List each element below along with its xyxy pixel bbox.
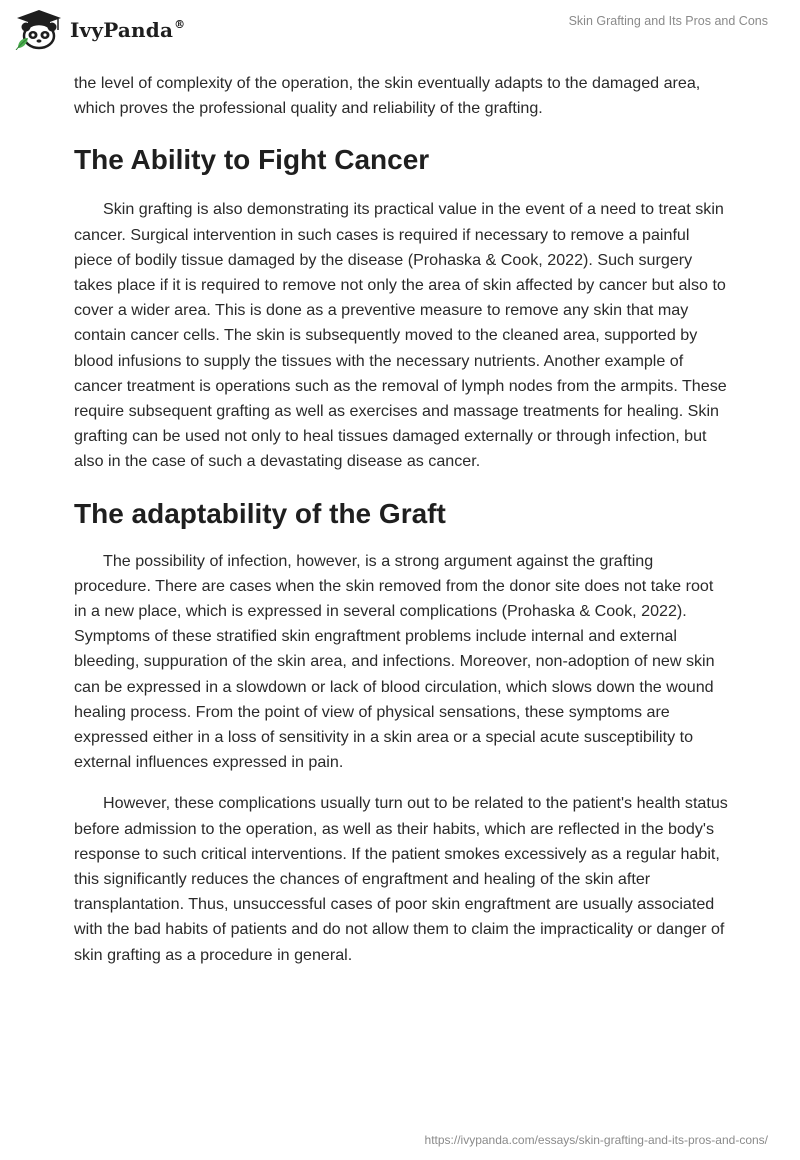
paragraph-adaptability-1: The possibility of infection, however, is a strong argument against the grafting procedure. There are cases when the skin removed from the donor site does not take root in a new place, which is expressed in several complications (Prohaska & Cook, 2022). Symptoms of these stratified skin engraftment problems include internal and external bleeding, suppuration of the skin area, and infections. Moreover, non-adoption of new skin can be expressed in a slowdown or lack of blood circulation, which slows down the wound healing process. From the point of view of physical sensations, these symptoms are expressed either in a loss of sensitivity in a skin area or a special acute susceptibility to external influences expressed in pain. bbox=[74, 551, 715, 772]
section-heading-cancer: The Ability to Fight Cancer bbox=[74, 144, 430, 176]
intro-paragraph: the level of complexity of the operation, the skin eventually adapts to the damaged area, which proves the professional quality and reliability of the grafting. bbox=[74, 74, 701, 118]
logo-text: IvyPanda® bbox=[70, 18, 186, 42]
paragraph-cancer: Skin grafting is also demonstrating its practical value in the event of a need to treat skin cancer. Surgical intervention in such cases is required if necessary to remove a painful piece of bodily tissue damaged by the disease (Prohaska & Cook, 2022). Such surgery takes place if it is required to remove not only the area of skin affected by cancer but also to cover a wider area. This is done as a preventive measure to remove any skin that may contain cancer cells. The skin is subsequently moved to the cleaned area, supported by blood infusions to supply the tissues with the necessary nutrients. Another example of cancer treatment is operations such as the removal of lymph nodes from the armpits. These require subsequent grafting as well as exercises and massage treatments for healing. Skin grafting can be used not only to heal tissues damaged externally or through infection, but also in the case of such a devastating disease as cancer. bbox=[74, 200, 727, 471]
section-heading-adaptability: The adaptability of the Graft bbox=[74, 497, 446, 529]
page-header bbox=[0, 0, 800, 70]
registered-mark: ® bbox=[174, 18, 186, 31]
ivypanda-logo[interactable] bbox=[14, 8, 185, 50]
panda-graduate-icon bbox=[14, 8, 64, 50]
essay-content bbox=[74, 70, 730, 968]
document-title: Skin Grafting and Its Pros and Cons bbox=[568, 14, 768, 28]
source-url[interactable]: https://ivypanda.com/essays/skin-grafting-and-its-pros-and-cons/ bbox=[424, 1133, 768, 1147]
paragraph-adaptability-2: However, these complications usually turn out to be related to the patient's health status before admission to the operation, as well as their habits, which are reflected in the body's response to such critical interventions. If the patient smokes excessively as a regular habit, this significantly reduces the chances of engraftment and healing of the skin after transplantation. Thus, unsuccessful cases of poor skin engraftment are usually associated with the bad habits of patients and do not allow them to claim the impracticality or danger of skin grafting as a procedure in general. bbox=[74, 794, 728, 964]
